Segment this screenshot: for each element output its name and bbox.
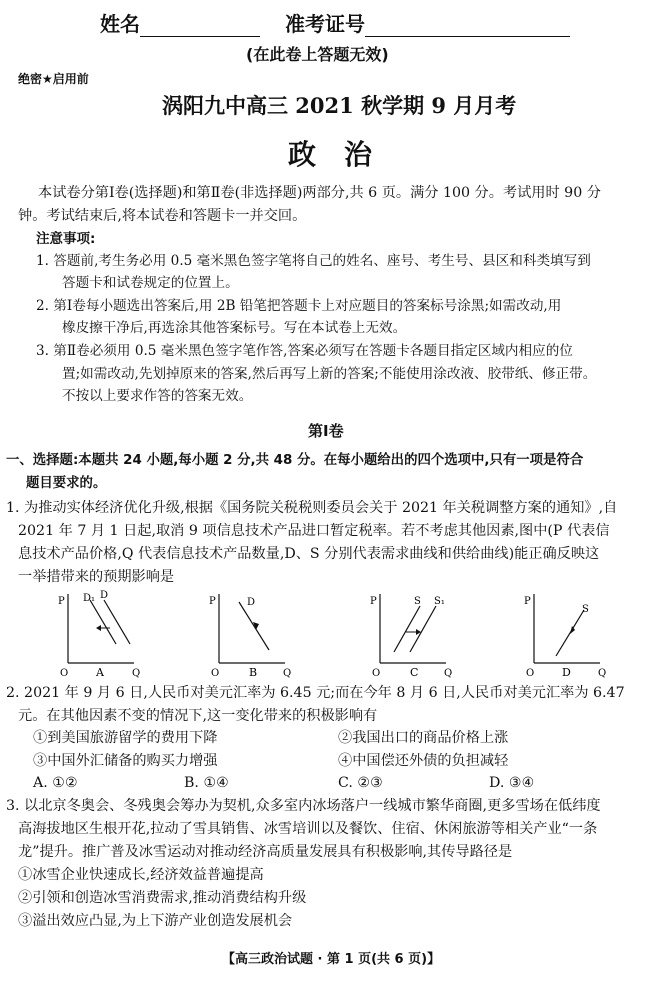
graph-d: [518, 588, 618, 688]
graph-d-curve-s: [556, 610, 584, 656]
graph-c-q-axis: Q: [444, 668, 453, 679]
q2-option-4: ④中国偿还外债的负担减轻: [338, 753, 509, 769]
q2-option-2: ②我国出口的商品价格上涨: [338, 730, 509, 746]
exam-no-field: [285, 8, 570, 37]
section-instruction-a: 一、选择题:本题共 24 小题,每小题 2 分,共 48 分。在每小题给出的四个选项中,只有一项是符合: [6, 453, 584, 468]
graph-a-curve-d: [104, 600, 130, 644]
notice-3c: 不按以上要求作答的答案无效。: [62, 388, 253, 404]
notice-title: 注意事项:: [36, 231, 96, 247]
graph-a-origin: O: [60, 668, 69, 679]
graph-a-label-d: D: [100, 590, 109, 601]
q3-option-2: ②引领和创造冰雪消费需求,推动消费结构升级: [18, 890, 307, 906]
notice-2a: 2. 第Ⅰ卷每小题选出答案后,用 2B 铅笔把答题卡上对应题目的答案标号涂黑;如需改动,用: [36, 298, 562, 314]
graph-c-origin: O: [372, 668, 381, 679]
graph-c-label: C: [410, 666, 419, 679]
q3-line-2: 高海拔地区生根开花,拉动了雪具销售、冰雪培训以及餐饮、住宿、休闲旅游等相关产业“一条: [18, 821, 598, 837]
page-footer: 【高三政治试题 · 第 1 页(共 6 页)】: [222, 952, 441, 967]
graph-b-q-axis: Q: [283, 668, 292, 679]
exam-no-label: 准考证号: [285, 12, 365, 36]
section-title: 第Ⅰ卷: [308, 422, 344, 440]
exam-no-underline: [365, 18, 570, 37]
graph-a: [52, 588, 152, 688]
section-instruction-b: 题目要求的。: [26, 476, 107, 491]
graph-b-p-axis: P: [209, 596, 216, 607]
notice-3a: 3. 第Ⅱ卷必须用 0.5 毫米黑色签字笔作答,答案必须写在答题卡各题目指定区域内相应的位: [36, 343, 573, 359]
q2-choice-b: B. ①④: [184, 775, 229, 791]
q1-line-1: 1. 为推动实体经济优化升级,根据《国务院关税税则委员会关于 2021 年关税调整方案的通知》,自: [6, 500, 618, 516]
graph-b: [203, 588, 303, 688]
q1-line-2: 2021 年 7 月 1 日起,取消 9 项信息技术产品进口暂定税率。若不考虑其他因素,图中(P 代表信: [18, 523, 610, 539]
graph-b-curve-d: [239, 602, 269, 650]
name-label: 姓名: [100, 12, 140, 36]
graph-c-curve-s1: [410, 606, 436, 652]
q2-choice-c: C. ②③: [338, 775, 383, 791]
graph-a-curve-d1: [90, 600, 116, 644]
q2-choice-a: A. ①②: [33, 775, 78, 791]
q2-choice-d: D. ③④: [489, 775, 535, 791]
graph-b-label-d: D: [247, 597, 256, 608]
subject-title: 政 治: [288, 138, 373, 171]
q2-option-3: ③中国外汇储备的购买力增强: [33, 753, 218, 769]
name-field: [100, 8, 260, 37]
graph-d-q-axis: Q: [598, 668, 607, 679]
notice-2b: 橡皮擦干净后,再选涂其他答案标号。写在本试卷上无效。: [62, 320, 407, 336]
answer-invalid-note: (在此卷上答题无效): [246, 45, 389, 64]
q2-line-2: 元。在其他因素不变的情况下,这一变化带来的积极影响有: [18, 708, 378, 724]
graph-c: [364, 588, 464, 688]
graph-d-origin: O: [526, 668, 535, 679]
notice-1b: 答题卡和试卷规定的位置上。: [62, 275, 239, 291]
graph-d-p-axis: P: [524, 596, 531, 607]
q1-line-3: 息技术产品价格,Q 代表信息技术产品数量,D、S 分别代表需求曲线和供给曲线)能正确反映这: [18, 546, 600, 562]
graph-b-label: B: [249, 666, 258, 679]
q2-option-1: ①到美国旅游留学的费用下降: [33, 730, 218, 746]
intro-line-1: 本试卷分第Ⅰ卷(选择题)和第Ⅱ卷(非选择题)两部分,共 6 页。满分 100 分。考试用时 90 分: [38, 185, 601, 201]
graph-c-p-axis: P: [370, 596, 377, 607]
q3-line-3: 龙”提升。推广普及冰雪运动对推动经济高质量发展具有积极影响,其传导路径是: [18, 844, 513, 860]
graph-b-origin: O: [211, 668, 220, 679]
graph-a-label: A: [96, 666, 104, 679]
q3-option-1: ①冰雪企业快速成长,经济效益普遍提高: [18, 867, 264, 883]
notice-1a: 1. 答题前,考生务必用 0.5 毫米黑色签字笔将自己的姓名、座号、考生号、县区和科类填写到: [36, 253, 591, 269]
secret-label: 绝密★启用前: [18, 72, 89, 86]
q2-line-1: 2. 2021 年 9 月 6 日,人民币对美元汇率为 6.45 元;而在今年 8 月 6 日,人民币对美元汇率为 6.47: [6, 685, 625, 701]
graph-a-p-axis: P: [58, 596, 65, 607]
graph-a-label-d1: D₁: [83, 593, 96, 604]
graph-c-label-s1: S₁: [434, 596, 445, 607]
name-underline: [140, 18, 260, 37]
graph-c-label-s: S: [414, 596, 421, 607]
graph-c-curve-s: [394, 606, 420, 652]
q1-line-4: 一举措带来的预期影响是: [18, 569, 175, 585]
graph-a-q-axis: Q: [132, 668, 141, 679]
exam-title: 涡阳九中高三 2021 秋学期 9 月月考: [162, 93, 517, 118]
q3-option-3: ③溢出效应凸显,为上下游产业创造发展机会: [18, 913, 293, 929]
notice-3b: 置;如需改动,先划掉原来的答案,然后再写上新的答案;不能使用涂改液、胶带纸、修正带。: [62, 366, 597, 382]
graph-d-label: D: [562, 666, 571, 679]
intro-line-2: 钟。考试结束后,将本试卷和答题卡一并交回。: [18, 208, 307, 224]
q3-line-1: 3. 以北京冬奥会、冬残奥会筹办为契机,众多室内冰场落户一线城市繁华商圈,更多雪场在低纬度: [6, 798, 601, 814]
graph-d-label-s: S: [582, 604, 589, 615]
